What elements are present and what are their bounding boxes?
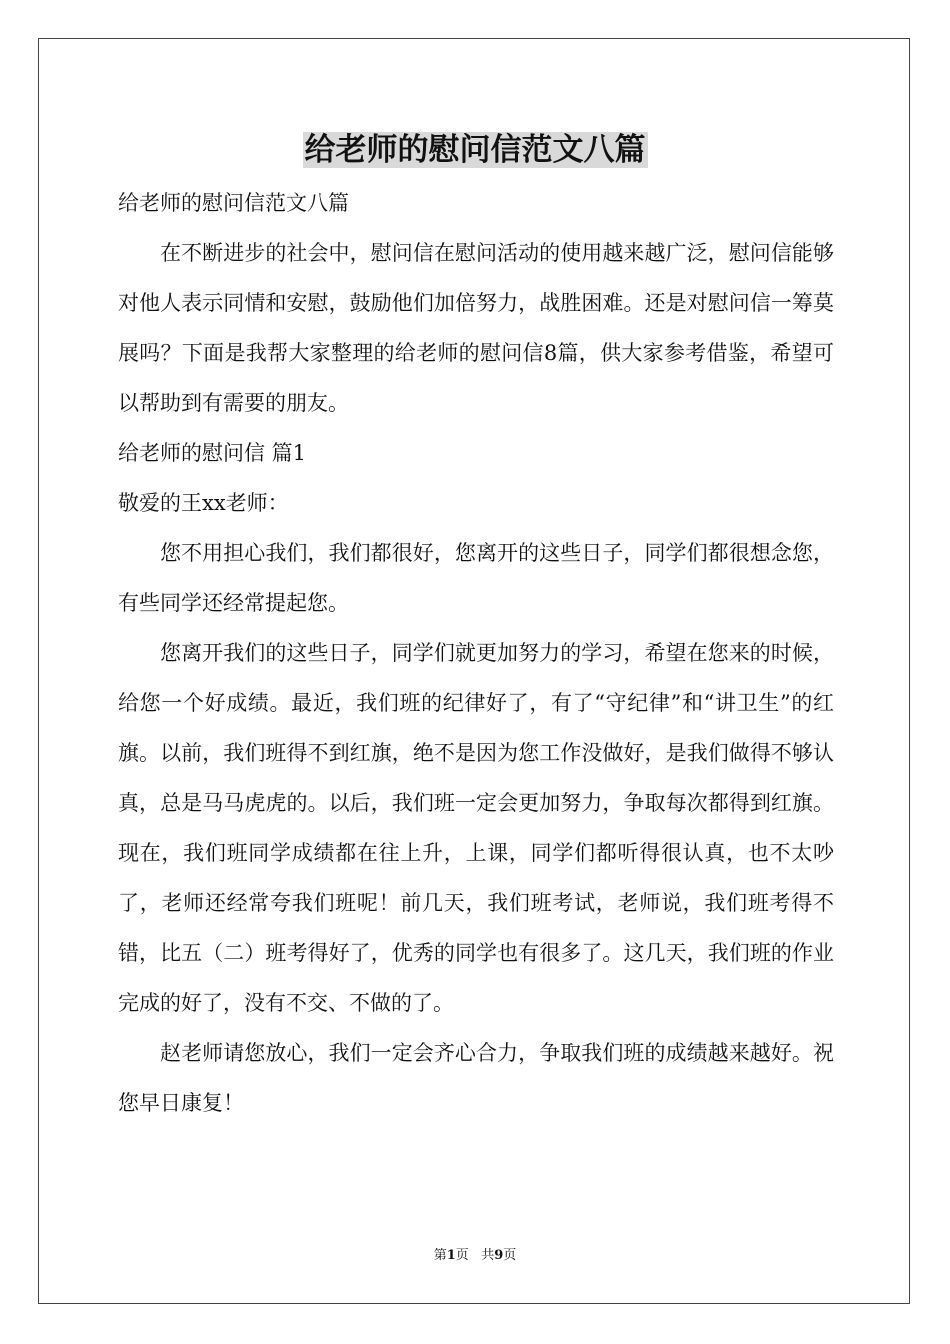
document-title	[0, 126, 950, 174]
footer-total-prefix: 共	[481, 1248, 495, 1263]
document-title-text: 给老师的慰问信范文八篇	[304, 132, 646, 168]
paragraph: 给老师的慰问信范文八篇	[118, 191, 349, 215]
paragraph: 赵老师请您放心，我们一定会齐心合力，争取我们班的成绩越来越好。祝您早日康复！	[118, 1041, 834, 1115]
footer-page-suffix: 页	[455, 1248, 469, 1263]
footer-prefix: 第	[433, 1248, 447, 1263]
document-body	[118, 178, 834, 1128]
paragraph: 您不用担心我们，我们都很好，您离开的这些日子，同学们都很想念您，有些同学还经常提起您。	[118, 541, 834, 615]
total-page-number: 9	[494, 1248, 504, 1263]
paragraph: 您离开我们的这些日子，同学们就更加努力的学习，希望在您来的时候，给您一个好成绩。最近，我们班的纪律好了，有了“守纪律”和“讲卫生”的红旗。以前，我们班得不到红旗，绝不是因为您工作没做好，是我们做得不够认真，总是马马虎虎的。以后，我们班一定会更加努力，争取每次都得到红旗。现在，我们班同学成绩都在往上升，上课，同学们都听得很认真，也不太吵了，老师还经常夸我们班呢！前几天，我们班考试，老师说，我们班考得不错，比五（二）班考得好了，优秀的同学也有很多了。这几天，我们班的作业完成的好了，没有不交、不做的了。	[118, 641, 834, 1015]
salutation: 敬爱的王xx老师：	[118, 491, 289, 515]
section-heading: 给老师的慰问信 篇1	[118, 441, 307, 465]
current-page-number: 1	[446, 1248, 456, 1263]
page-footer	[0, 1246, 950, 1266]
paragraph: 在不断进步的社会中，慰问信在慰问活动的使用越来越广泛，慰问信能够对他人表示同情和安慰，鼓励他们加倍努力，战胜困难。还是对慰问信一筹莫展吗？下面是我帮大家整理的给老师的慰问信8篇，供大家参考借鉴，希望可以帮助到有需要的朋友。	[118, 241, 834, 415]
footer-total-suffix: 页	[503, 1248, 517, 1263]
